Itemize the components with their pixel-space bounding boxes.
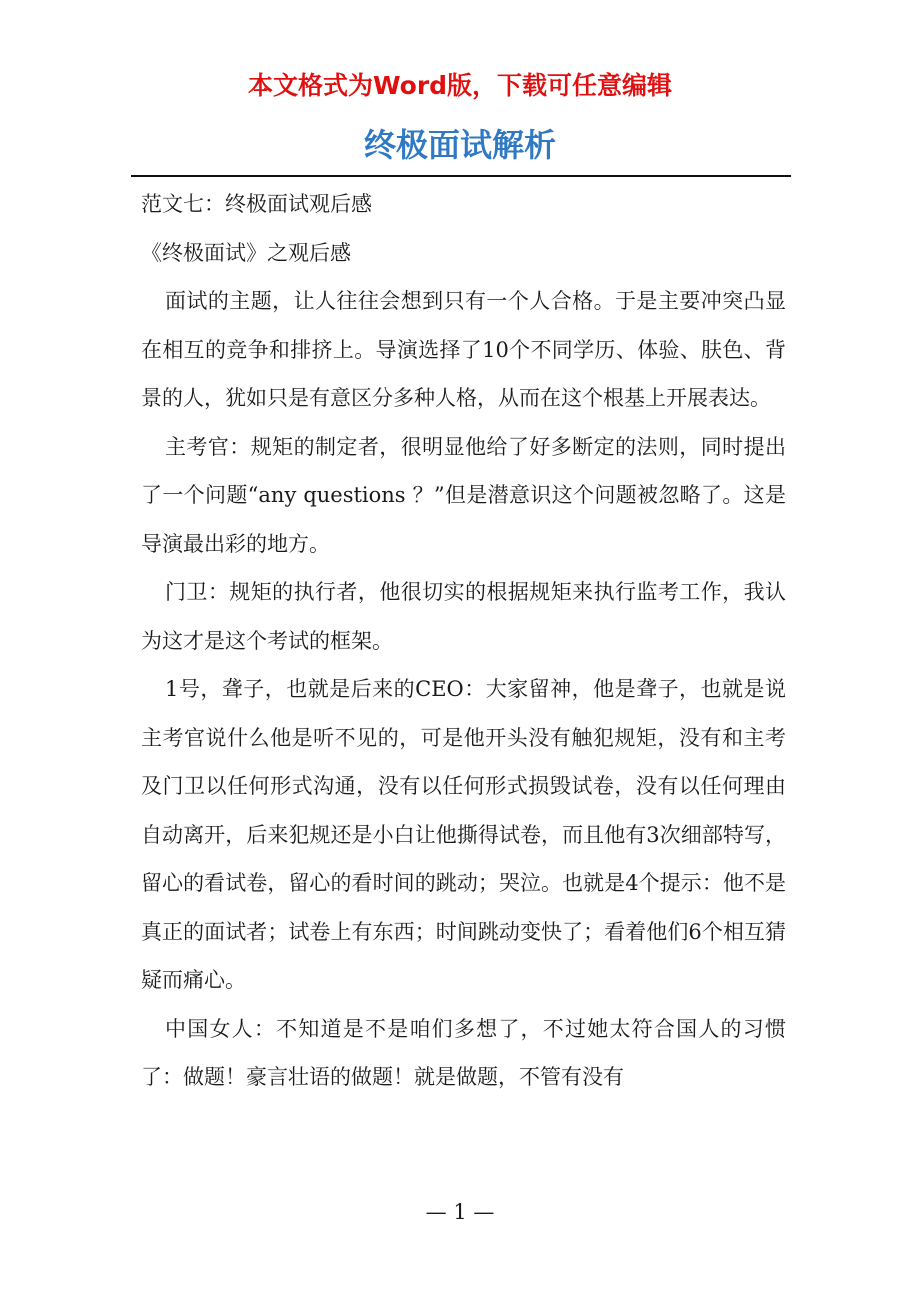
document-body — [141, 180, 786, 1102]
title-divider — [131, 175, 791, 177]
paragraph-examiner: 主考官：规矩的制定者，很明显他给了好多断定的法则，同时提出了一个问题“any questions ？”但是潜意识这个问题被忽略了。这是导演最出彩的地方。 — [141, 434, 786, 556]
format-notice: 本文格式为Word版，下载可任意编辑 — [247, 71, 673, 100]
document-title: 终极面试解析 — [363, 126, 556, 164]
page-number: — 1 — — [425, 1200, 495, 1224]
paragraph-chinese-woman: 中国女人：不知道是不是咱们多想了，不过她太符合国人的习惯了：做题！豪言壮语的做题！就是做题，不管有没有 — [141, 1016, 786, 1089]
subsection-heading: 《终极面试》之观后感 — [141, 240, 351, 265]
section-heading: 范文七：终极面试观后感 — [141, 192, 372, 216]
paragraph-candidate-1: 1号，聋子，也就是后来的CEO：大家留神，他是聋子，也就是说主考官说什么他是听不见的，可是他开头没有触犯规矩，没有和主考及门卫以任何形式沟通，没有以任何形式损毁试卷，没有以任何理由自动离开，后来犯规还是小白让他撕得试卷，而且他有3次细部特写，留心的看试卷，留心的看时间的跳动；哭泣。也就是4个提示：他不是真正的面试者；试卷上有东西；时间跳动变快了；看着他们6个相互猜疑而痛心。 — [141, 677, 786, 992]
paragraph-intro: 面试的主题，让人往往会想到只有一个人合格。于是主要冲突凸显在相互的竞争和排挤上。导演选择了10个不同学历、体验、肤色、背景的人，犹如只是有意区分多种人格，从而在这个根基上开展表达。 — [141, 289, 786, 410]
paragraph-guard: 门卫：规矩的执行者，他很切实的根据规矩来执行监考工作，我认为这才是这个考试的框架。 — [141, 580, 786, 653]
